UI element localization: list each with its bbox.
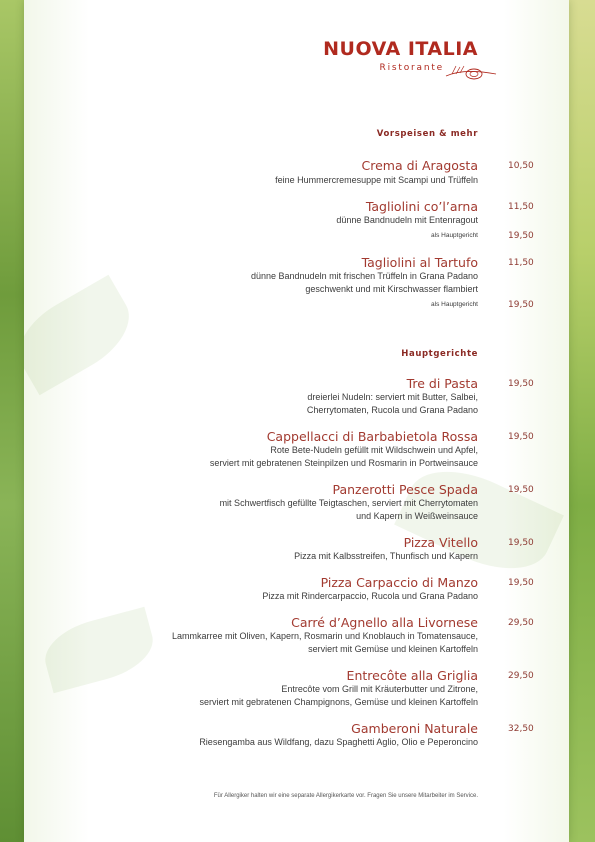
menu-page — [24, 0, 569, 842]
dish-description: Pizza mit Kalbsstreifen, Thunfisch und Kapern — [294, 551, 478, 561]
dish-description: Lammkarree mit Oliven, Kapern, Rosmarin und Knoblauch in Tomatensauce, — [172, 631, 478, 641]
dish-price: 19,50 — [508, 379, 534, 389]
dish-name: Pizza Vitello — [403, 535, 478, 550]
dish-name: Carré d’Agnello alla Livornese — [291, 615, 478, 630]
dish-description: Rote Bete-Nudeln gefüllt mit Wildschwein und Apfel, — [270, 445, 478, 455]
section-title-main-courses: Hauptgerichte — [401, 349, 478, 359]
dish-description: dreierlei Nudeln: serviert mit Butter, Salbei, — [307, 392, 478, 402]
olive-branch-logo-icon — [444, 62, 498, 84]
dish-description: mit Schwertfisch gefüllte Teigtaschen, serviert mit Cherrytomaten — [219, 498, 478, 508]
background-leaf — [38, 607, 160, 693]
restaurant-name: NUOVA ITALIA — [323, 38, 478, 60]
dish-description: geschwenkt und mit Kirschwasser flambiert — [305, 284, 478, 294]
dish-price: 11,50 — [508, 202, 534, 212]
dish-description: dünne Bandnudeln mit Entenragout — [336, 215, 478, 225]
dish-name: Pizza Carpaccio di Manzo — [320, 575, 478, 590]
background-leaf — [5, 275, 144, 396]
dish-name: Tagliolini al Tartufo — [361, 255, 478, 270]
dish-description: feine Hummercremesuppe mit Scampi und Trüffeln — [275, 175, 478, 185]
restaurant-subtitle: Ristorante — [379, 63, 444, 73]
dish-name: Crema di Aragosta — [361, 158, 478, 173]
dish-price: 29,50 — [508, 671, 534, 681]
dish-name: Entrecôte alla Griglia — [346, 668, 478, 683]
dish-price: 10,50 — [508, 161, 534, 171]
main-course-label: als Hauptgericht — [431, 232, 478, 239]
dish-price: 19,50 — [508, 432, 534, 442]
dish-description: dünne Bandnudeln mit frischen Trüffeln in Grana Padano — [251, 271, 478, 281]
dish-price: 29,50 — [508, 618, 534, 628]
dish-description: serviert mit Gemüse und kleinen Kartoffeln — [308, 644, 478, 654]
dish-description: Riesengamba aus Wildfang, dazu Spaghetti Aglio, Olio e Peperoncino — [199, 737, 478, 747]
dish-name: Tre di Pasta — [406, 376, 478, 391]
dish-price: 19,50 — [508, 485, 534, 495]
main-course-price: 19,50 — [508, 300, 534, 310]
section-title-starters: Vorspeisen & mehr — [376, 129, 478, 139]
dish-description: Cherrytomaten, Rucola und Grana Padano — [306, 405, 478, 415]
dish-name: Panzerotti Pesce Spada — [332, 482, 478, 497]
dish-description: serviert mit gebratenen Champignons, Gemüse und kleinen Kartoffeln — [199, 697, 478, 707]
allergy-note: Für Allergiker halten wir eine separate Allergikerkarte vor. Fragen Sie unsere Mitarbeiter im Service. — [213, 793, 478, 799]
dish-price: 11,50 — [508, 258, 534, 268]
dish-name: Tagliolini co’l’arna — [365, 199, 478, 214]
dish-name: Cappellacci di Barbabietola Rossa — [266, 429, 478, 444]
dish-description: und Kapern in Weißweinsauce — [356, 511, 478, 521]
main-course-label: als Hauptgericht — [431, 301, 478, 308]
dish-description: serviert mit gebratenen Steinpilzen und Rosmarin in Portweinsauce — [209, 458, 478, 468]
dish-price: 19,50 — [508, 538, 534, 548]
dish-price: 19,50 — [508, 578, 534, 588]
dish-description: Pizza mit Rindercarpaccio, Rucola und Grana Padano — [262, 591, 478, 601]
dish-name: Gamberoni Naturale — [351, 721, 478, 736]
main-course-price: 19,50 — [508, 231, 534, 241]
dish-price: 32,50 — [508, 724, 534, 734]
dish-description: Entrecôte vom Grill mit Kräuterbutter und Zitrone, — [281, 684, 478, 694]
